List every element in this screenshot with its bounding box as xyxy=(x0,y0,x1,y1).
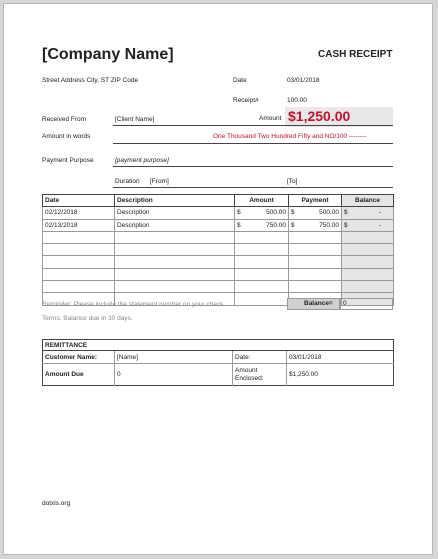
cell-amount xyxy=(235,293,289,305)
cell-payment xyxy=(289,231,342,243)
cell-description xyxy=(115,231,235,243)
currency-symbol: $ xyxy=(291,221,295,229)
currency-symbol: $ xyxy=(237,209,241,217)
cell-amount xyxy=(235,231,289,243)
cell-amount xyxy=(235,281,289,293)
remittance-row-customer xyxy=(43,351,394,364)
table-row xyxy=(43,207,394,219)
items-header-row xyxy=(43,195,394,207)
balance-value: 0 xyxy=(343,300,347,307)
payment-purpose-line xyxy=(113,166,393,167)
cell-amount xyxy=(235,268,289,280)
table-row xyxy=(43,281,394,293)
cell-balance xyxy=(342,207,394,219)
received-from-label: Received From xyxy=(42,116,87,123)
balance-value: - xyxy=(378,221,381,229)
col-payment: Payment xyxy=(289,195,342,207)
col-amount: Amount xyxy=(235,195,289,207)
cell-balance xyxy=(342,256,394,268)
receipt-number-value: 100.00 xyxy=(287,97,307,104)
doc-title: CASH RECEIPT xyxy=(318,49,393,60)
amount-words-line xyxy=(113,143,393,144)
currency-symbol: $ xyxy=(237,221,241,229)
cell-date xyxy=(43,268,115,280)
amount-due-label: Amount Due xyxy=(43,364,115,386)
payment-value: 500.00 xyxy=(319,209,339,217)
balance-value-box xyxy=(340,298,393,310)
remit-date-value: 03/01/2018 xyxy=(287,351,394,364)
cell-amount xyxy=(235,207,289,219)
col-balance: Balance xyxy=(342,195,394,207)
company-name: [Company Name] xyxy=(42,46,174,63)
payment-purpose-label: Payment Purpose xyxy=(42,157,94,164)
amount-value: 500.00 xyxy=(266,209,286,217)
cell-date xyxy=(43,244,115,256)
received-from-line xyxy=(113,125,393,126)
currency-symbol: $ xyxy=(344,209,348,217)
duration-to: [To] xyxy=(287,178,298,185)
duration-from: [From] xyxy=(150,178,169,185)
cell-balance xyxy=(342,281,394,293)
cell-description: Description xyxy=(115,219,235,231)
table-row xyxy=(43,244,394,256)
cell-date xyxy=(43,281,115,293)
cell-payment xyxy=(289,244,342,256)
cell-amount xyxy=(235,219,289,231)
cell-description xyxy=(115,244,235,256)
amount-label: Amount xyxy=(259,115,282,122)
remit-date-label: Date: xyxy=(233,351,287,364)
remittance-title: REMITTANCE xyxy=(43,340,394,351)
cell-payment xyxy=(289,207,342,219)
cell-payment xyxy=(289,268,342,280)
col-date: Date xyxy=(43,195,115,207)
cell-date xyxy=(43,231,115,243)
cell-date: 02/13/2018 xyxy=(43,219,115,231)
amount-words-label: Amount in words xyxy=(42,133,91,140)
table-row xyxy=(43,231,394,243)
table-row xyxy=(43,268,394,280)
receipt-sheet xyxy=(3,3,433,555)
cell-description xyxy=(115,281,235,293)
table-row xyxy=(43,256,394,268)
cell-balance xyxy=(342,244,394,256)
date-value: 03/01/2018 xyxy=(287,77,320,84)
amount-enclosed-value: $1,250.00 xyxy=(289,371,318,378)
cell-payment xyxy=(289,219,342,231)
col-description: Description xyxy=(115,195,235,207)
cell-date xyxy=(43,256,115,268)
footer-site: dotxls.org xyxy=(42,500,71,507)
cell-balance xyxy=(342,231,394,243)
amount-enclosed-label: Amount Enclosed: xyxy=(233,364,287,386)
amount-value: $1,250.00 xyxy=(288,108,351,124)
currency-symbol: $ xyxy=(291,209,295,217)
cell-payment xyxy=(289,281,342,293)
amount-words-value: One Thousand Two Hundred Fifty and NO/100 -------- xyxy=(213,133,367,140)
reminder-note: Reminder: Please include the statement number on your check. xyxy=(42,301,226,308)
remittance-table xyxy=(42,339,394,386)
cell-amount xyxy=(235,256,289,268)
cell-balance xyxy=(342,219,394,231)
cell-description: Description xyxy=(115,207,235,219)
items-body xyxy=(43,207,394,305)
balance-label: Balance= xyxy=(304,300,333,307)
cell-amount xyxy=(235,244,289,256)
receipt-number-label: Receipt# xyxy=(233,97,259,104)
payment-value: 750.00 xyxy=(319,221,339,229)
remittance-header-row xyxy=(43,340,394,351)
duration-line xyxy=(113,187,393,188)
balance-value: - xyxy=(378,209,381,217)
company-address: Street Address City, ST ZIP Code xyxy=(42,77,139,84)
customer-name-value: [Name] xyxy=(115,351,233,364)
table-row xyxy=(43,219,394,231)
date-label: Date xyxy=(233,77,247,84)
amount-value: 750.00 xyxy=(266,221,286,229)
cell-description xyxy=(115,256,235,268)
received-from-value: [Client Name] xyxy=(115,116,155,123)
items-table xyxy=(42,194,394,306)
remittance-row-amount xyxy=(43,364,394,386)
terms-note: Terms: Balance due in 30 days. xyxy=(42,315,133,322)
payment-purpose-value: [payment purpose] xyxy=(115,157,169,164)
amount-due-value: 0 xyxy=(115,364,233,386)
customer-name-label: Customer Name: xyxy=(43,351,115,364)
duration-label: Duration xyxy=(115,178,140,185)
cell-description xyxy=(115,268,235,280)
currency-symbol: $ xyxy=(344,221,348,229)
cell-payment xyxy=(289,256,342,268)
cell-balance xyxy=(342,268,394,280)
cell-date: 02/12/2018 xyxy=(43,207,115,219)
